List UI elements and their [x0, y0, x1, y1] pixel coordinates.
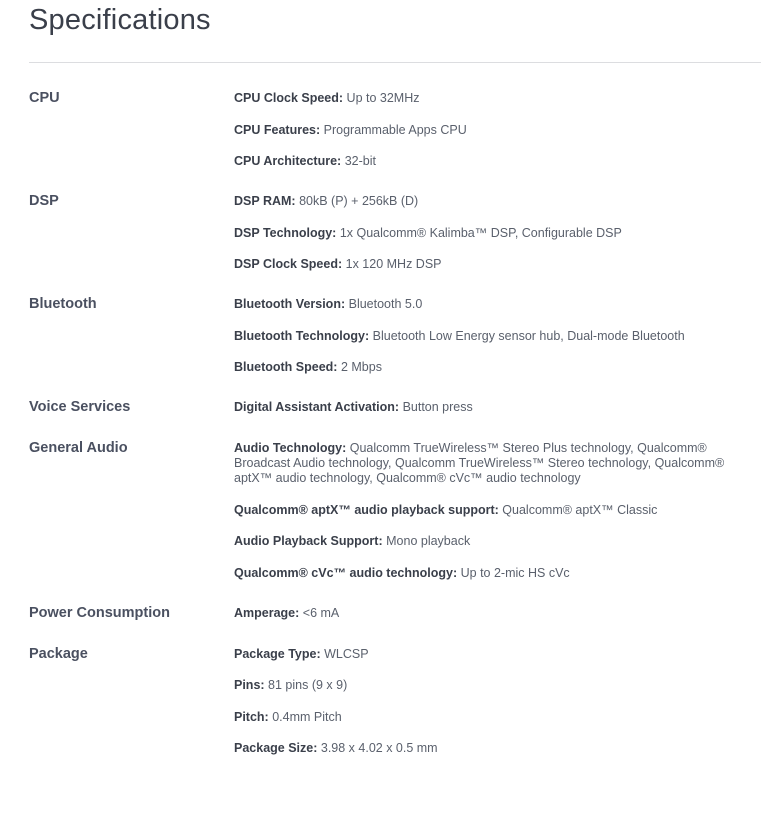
section-heading: Package — [29, 645, 88, 662]
spec-label: Bluetooth Speed: — [234, 360, 338, 374]
spec-section-cpu — [29, 89, 761, 169]
spec-section-power-consumption — [29, 604, 761, 622]
spec-item — [234, 708, 761, 725]
spec-value: 3.98 x 4.02 x 0.5 mm — [320, 741, 438, 755]
spec-section-package — [29, 645, 761, 757]
spec-item — [234, 152, 761, 169]
section-heading: Voice Services — [29, 399, 131, 415]
spec-item — [234, 89, 761, 106]
spec-value: 1x Qualcomm® Kalimba™ DSP, Configurable DSP — [339, 225, 622, 240]
spec-items — [234, 645, 761, 757]
spec-item — [234, 398, 761, 415]
spec-value: 1x 120 MHz DSP — [345, 257, 442, 271]
section-heading: Bluetooth — [29, 296, 97, 312]
spec-item — [234, 255, 761, 272]
spec-label: DSP Clock Speed: — [234, 257, 343, 271]
spec-value: Button press — [402, 400, 473, 414]
spec-item — [234, 327, 761, 344]
section-heading: DSP — [29, 193, 59, 209]
spec-label: CPU Architecture: — [234, 154, 342, 168]
spec-label: Audio Playback Support: — [234, 534, 383, 548]
spec-value: Mono playback — [386, 534, 471, 548]
spec-label: Amperage: — [234, 605, 300, 620]
spec-label: Bluetooth Technology: — [234, 328, 370, 343]
spec-item — [234, 604, 761, 621]
spec-item — [234, 532, 761, 549]
spec-section-general-audio — [29, 439, 761, 581]
spec-value: 0.4mm Pitch — [272, 709, 342, 724]
spec-item — [234, 358, 761, 375]
spec-label: Qualcomm® cVc™ audio technology: — [234, 565, 458, 580]
spec-item — [234, 224, 761, 241]
spec-label: DSP RAM: — [234, 194, 296, 208]
spec-item — [234, 192, 761, 209]
spec-label: DSP Technology: — [234, 225, 337, 240]
spec-label: Qualcomm® aptX™ audio playback support: — [234, 502, 499, 517]
spec-label: Package Size: — [234, 741, 318, 755]
spec-value: Up to 32MHz — [346, 91, 420, 105]
section-heading: General Audio — [29, 440, 128, 456]
spec-label: Package Type: — [234, 646, 321, 661]
spec-section-voice-services — [29, 398, 761, 416]
spec-value: Up to 2-mic HS cVc — [460, 565, 570, 580]
spec-value: WLCSP — [324, 646, 369, 661]
spec-value: 80kB (P) + 256kB (D) — [299, 194, 419, 208]
spec-item — [234, 564, 761, 581]
spec-section-dsp — [29, 192, 761, 272]
spec-item — [234, 501, 761, 518]
spec-value: Bluetooth Low Energy sensor hub, Dual-mode Bluetooth — [372, 328, 685, 343]
spec-item — [234, 121, 761, 138]
spec-items — [234, 295, 761, 375]
spec-value: <6 mA — [302, 605, 340, 620]
spec-section-bluetooth — [29, 295, 761, 375]
spec-items — [234, 89, 761, 169]
title-divider — [29, 62, 761, 63]
spec-label: Pitch: — [234, 709, 269, 724]
specifications-list — [29, 89, 761, 756]
spec-value: Qualcomm TrueWireless™ Stereo Plus technology, Qualcomm® Broadcast Audio technology, Qualcomm TrueWireless™ Stereo technology, Qualcomm® aptX™ audio technology, Qualcomm® cVc™ audio technology — [234, 441, 725, 485]
spec-items — [234, 192, 761, 272]
spec-label: CPU Clock Speed: — [234, 91, 344, 105]
spec-item — [234, 439, 761, 486]
spec-value: Programmable Apps CPU — [323, 122, 467, 137]
page-title: Specifications — [29, 4, 211, 36]
spec-items — [234, 604, 761, 621]
spec-label: Bluetooth Version: — [234, 297, 346, 311]
spec-value: 81 pins (9 x 9) — [268, 678, 348, 692]
spec-item — [234, 295, 761, 312]
section-heading: CPU — [29, 90, 60, 106]
spec-items — [234, 439, 761, 581]
spec-label: Pins: — [234, 678, 265, 692]
section-heading: Power Consumption — [29, 604, 170, 621]
spec-item — [234, 739, 761, 756]
spec-value: Bluetooth 5.0 — [348, 297, 423, 311]
spec-item — [234, 676, 761, 693]
spec-value: 2 Mbps — [340, 360, 382, 374]
spec-item — [234, 645, 761, 662]
spec-label: CPU Features: — [234, 122, 321, 137]
spec-value: Qualcomm® aptX™ Classic — [502, 502, 658, 517]
spec-value: 32-bit — [344, 154, 376, 168]
spec-items — [234, 398, 761, 415]
spec-label: Audio Technology: — [234, 441, 347, 455]
spec-label: Digital Assistant Activation: — [234, 400, 400, 414]
